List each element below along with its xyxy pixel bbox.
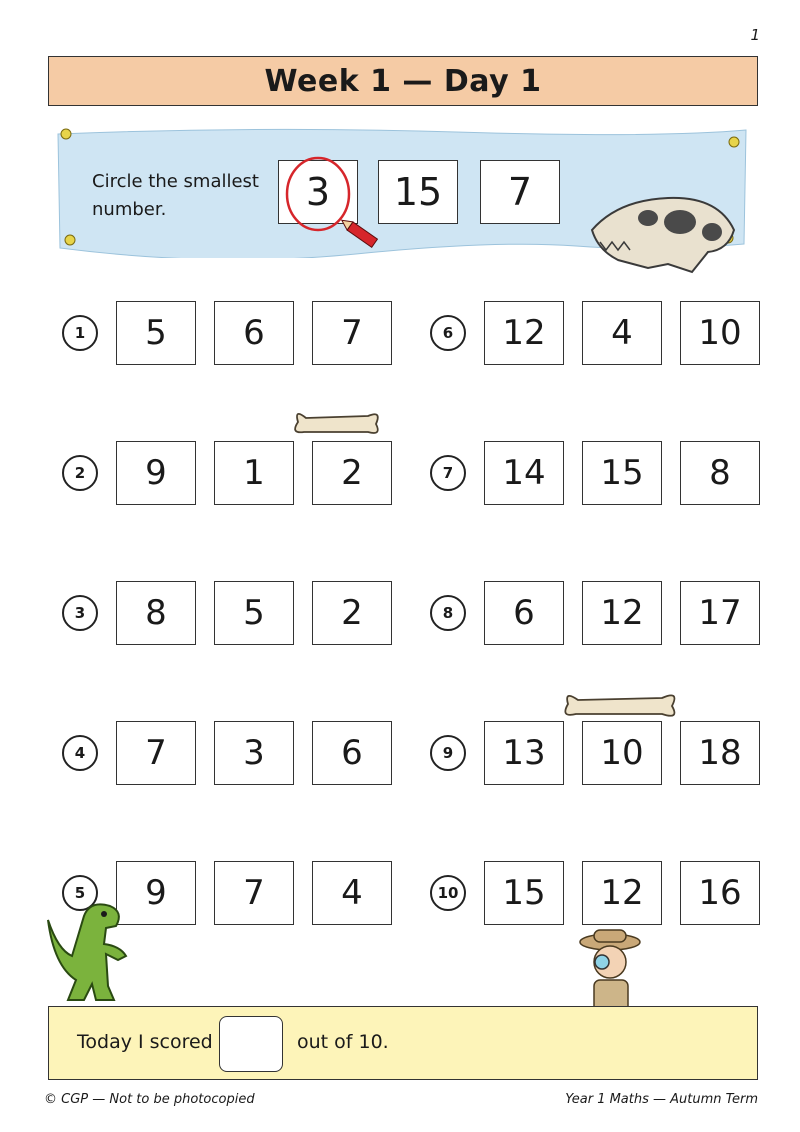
score-panel xyxy=(48,1006,758,1080)
number-box[interactable]: 15 xyxy=(484,861,564,925)
question-row xyxy=(430,720,778,786)
question-row xyxy=(430,300,778,366)
number-box[interactable]: 15 xyxy=(582,441,662,505)
number-box[interactable]: 12 xyxy=(484,301,564,365)
number-box[interactable]: 10 xyxy=(582,721,662,785)
question-number: 4 xyxy=(62,735,98,771)
red-circle-icon xyxy=(282,156,392,256)
score-prefix: Today I scored xyxy=(77,1031,213,1053)
question-number: 5 xyxy=(62,875,98,911)
number-box[interactable]: 9 xyxy=(116,861,196,925)
page-number: 1 xyxy=(750,26,760,44)
number-box[interactable]: 6 xyxy=(312,721,392,785)
bone-icon xyxy=(288,404,384,444)
question-row xyxy=(62,300,410,366)
number-box[interactable]: 6 xyxy=(484,581,564,645)
number-box[interactable]: 5 xyxy=(116,301,196,365)
number-box[interactable]: 5 xyxy=(214,581,294,645)
example-banner xyxy=(56,128,748,258)
number-box[interactable]: 4 xyxy=(582,301,662,365)
example-number-box: 3 xyxy=(278,160,358,224)
question-number: 7 xyxy=(430,455,466,491)
number-box[interactable]: 3 xyxy=(214,721,294,785)
number-box[interactable]: 8 xyxy=(680,441,760,505)
number-box[interactable]: 13 xyxy=(484,721,564,785)
score-suffix: out of 10. xyxy=(297,1031,389,1053)
number-box[interactable]: 16 xyxy=(680,861,760,925)
number-box[interactable]: 10 xyxy=(680,301,760,365)
question-row xyxy=(62,580,410,646)
question-number: 1 xyxy=(62,315,98,351)
number-box[interactable]: 7 xyxy=(214,861,294,925)
question-row xyxy=(62,440,410,506)
question-number: 10 xyxy=(430,875,466,911)
footer-copyright: © CGP — Not to be photocopied xyxy=(44,1092,255,1107)
question-row xyxy=(430,440,778,506)
number-box[interactable]: 9 xyxy=(116,441,196,505)
number-box[interactable]: 12 xyxy=(582,861,662,925)
example-number-box: 15 xyxy=(378,160,458,224)
number-box[interactable]: 1 xyxy=(214,441,294,505)
number-box[interactable]: 2 xyxy=(312,441,392,505)
question-number: 9 xyxy=(430,735,466,771)
example-instruction: Circle the smallest number. xyxy=(92,171,259,220)
number-box[interactable]: 8 xyxy=(116,581,196,645)
question-number: 6 xyxy=(430,315,466,351)
bone-icon xyxy=(558,686,682,726)
dinosaur-skull-icon xyxy=(588,190,738,280)
number-box[interactable]: 2 xyxy=(312,581,392,645)
number-box[interactable]: 6 xyxy=(214,301,294,365)
question-row xyxy=(430,580,778,646)
question-number: 8 xyxy=(430,595,466,631)
number-box[interactable]: 7 xyxy=(312,301,392,365)
number-box[interactable]: 12 xyxy=(582,581,662,645)
page-title: Week 1 — Day 1 xyxy=(48,56,758,106)
question-number: 3 xyxy=(62,595,98,631)
footer-course: Year 1 Maths — Autumn Term xyxy=(565,1092,758,1107)
dinosaur-icon xyxy=(44,896,132,1006)
number-box[interactable]: 17 xyxy=(680,581,760,645)
question-row xyxy=(430,860,778,926)
question-number: 2 xyxy=(62,455,98,491)
score-input-box[interactable] xyxy=(219,1016,283,1072)
question-row xyxy=(62,720,410,786)
example-number-box: 7 xyxy=(480,160,560,224)
number-box[interactable]: 18 xyxy=(680,721,760,785)
number-box[interactable]: 14 xyxy=(484,441,564,505)
number-box[interactable]: 7 xyxy=(116,721,196,785)
number-box[interactable]: 4 xyxy=(312,861,392,925)
